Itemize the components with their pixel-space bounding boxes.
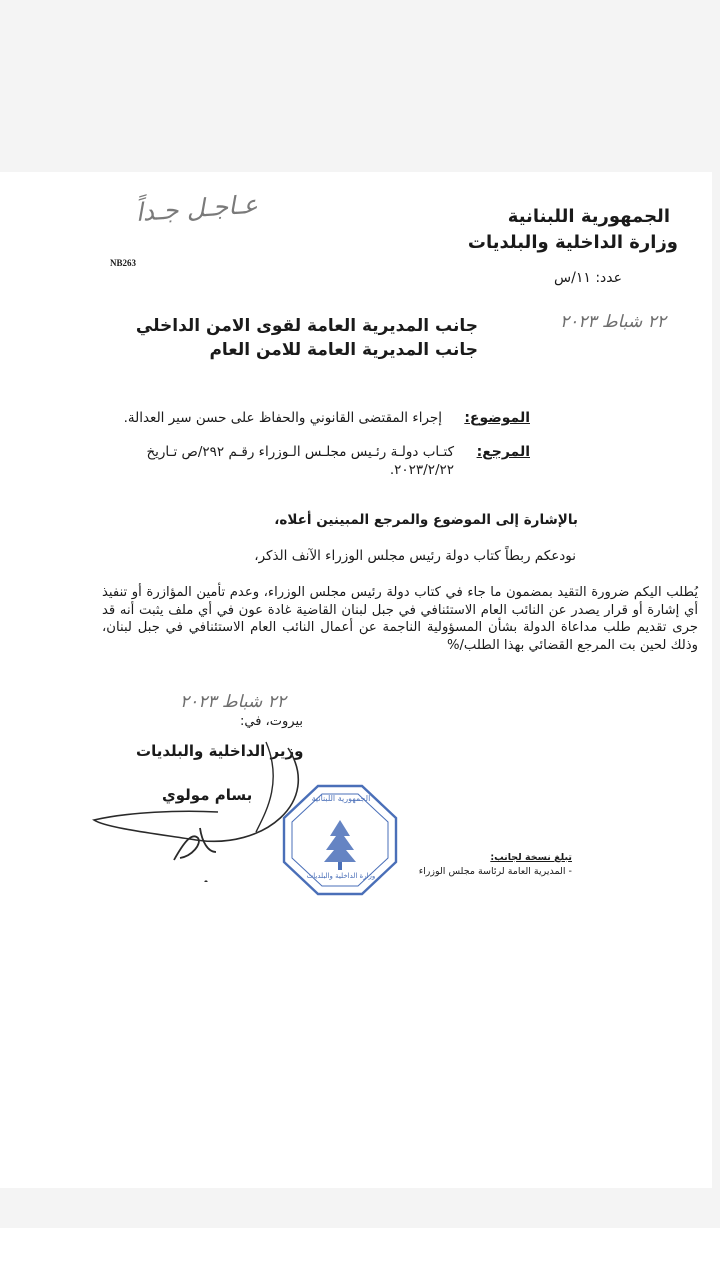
letterhead-ministry: وزارة الداخلية والبلديات — [467, 232, 678, 253]
subject-text: إجراء المقتضى القانوني والحفاظ على حسن سير العدالة. — [123, 410, 442, 426]
reference-line-1: كتـاب دولـة رئـيس مجلـس الـوزراء رقـم ٢٩٢/ص تـاريخ — [146, 444, 454, 460]
salutation: بالإشارة إلى الموضوع والمرجع المبينين أعلاه، — [274, 512, 578, 528]
reference-line-2: ٢٠٢٣/٢/٢٢. — [389, 462, 454, 478]
subject-label — [464, 410, 530, 426]
next-page-edge — [0, 1228, 720, 1280]
reference-label-text: المرجع: — [476, 444, 530, 460]
copy-to-item: - المديرية العامة لرئاسة مجلس الوزراء — [418, 866, 572, 877]
signature-scribble — [88, 732, 308, 882]
paragraph-attachment: نودعكم ربطاً كتاب دولة رئيس مجلس الوزراء الآنف الذكر، — [254, 548, 576, 564]
handwritten-date-bottom: ٢٢ شباط ٢٠٢٣ — [180, 692, 286, 712]
handwritten-date-top: ٢٢ شباط ٢٠٢٣ — [560, 312, 666, 332]
copy-to-label — [490, 852, 572, 863]
copy-to-label-text: تبلغ نسخة لجانب: — [490, 852, 572, 863]
seal-top-text: الجمهورية اللبنانية — [311, 794, 371, 803]
paragraph-instruction: يُطلب اليكم ضرورة التقيد بمضمون ما جاء في كتاب دولة رئيس مجلس الوزراء، وعدم تأمين المؤازرة أو تنفيذ أي إشارة أو قرار يصدر عن النائب العام الاستئنافي في جبل لبنان القاضية غادة عون في أي ملف يثبت أنه قد جرى تقديم طلب مداعاة الدولة بشأن المسؤولية الناجمة عن أعمال النائب العام الاستئنافي في جبل لبنان، وذلك لحين بت المرجع القضائي بهذا الطلب/% — [102, 585, 698, 653]
place-date-label: بيروت، في: — [240, 714, 303, 729]
document-page — [0, 172, 712, 1188]
signatory-name: بسام مولوي — [162, 786, 253, 804]
urgent-handwritten-note: عـاجـل جـداً — [134, 189, 259, 227]
recipient-isf: جانب المديرية العامة لقوى الامن الداخلي — [135, 316, 478, 336]
document-number: عدد: ١١/س — [554, 270, 622, 286]
reference-label — [477, 444, 530, 460]
letterhead-republic: الجمهورية اللبنانية — [507, 206, 670, 227]
reference-code: NB263 — [110, 258, 137, 268]
recipient-general-security: جانب المديرية العامة للامن العام — [209, 340, 478, 360]
subject-label-text: الموضوع: — [464, 410, 530, 426]
seal-bottom-text: وزارة الداخلية والبلديات — [306, 872, 376, 880]
signatory-title: وزير الداخلية والبلديات — [136, 742, 304, 760]
